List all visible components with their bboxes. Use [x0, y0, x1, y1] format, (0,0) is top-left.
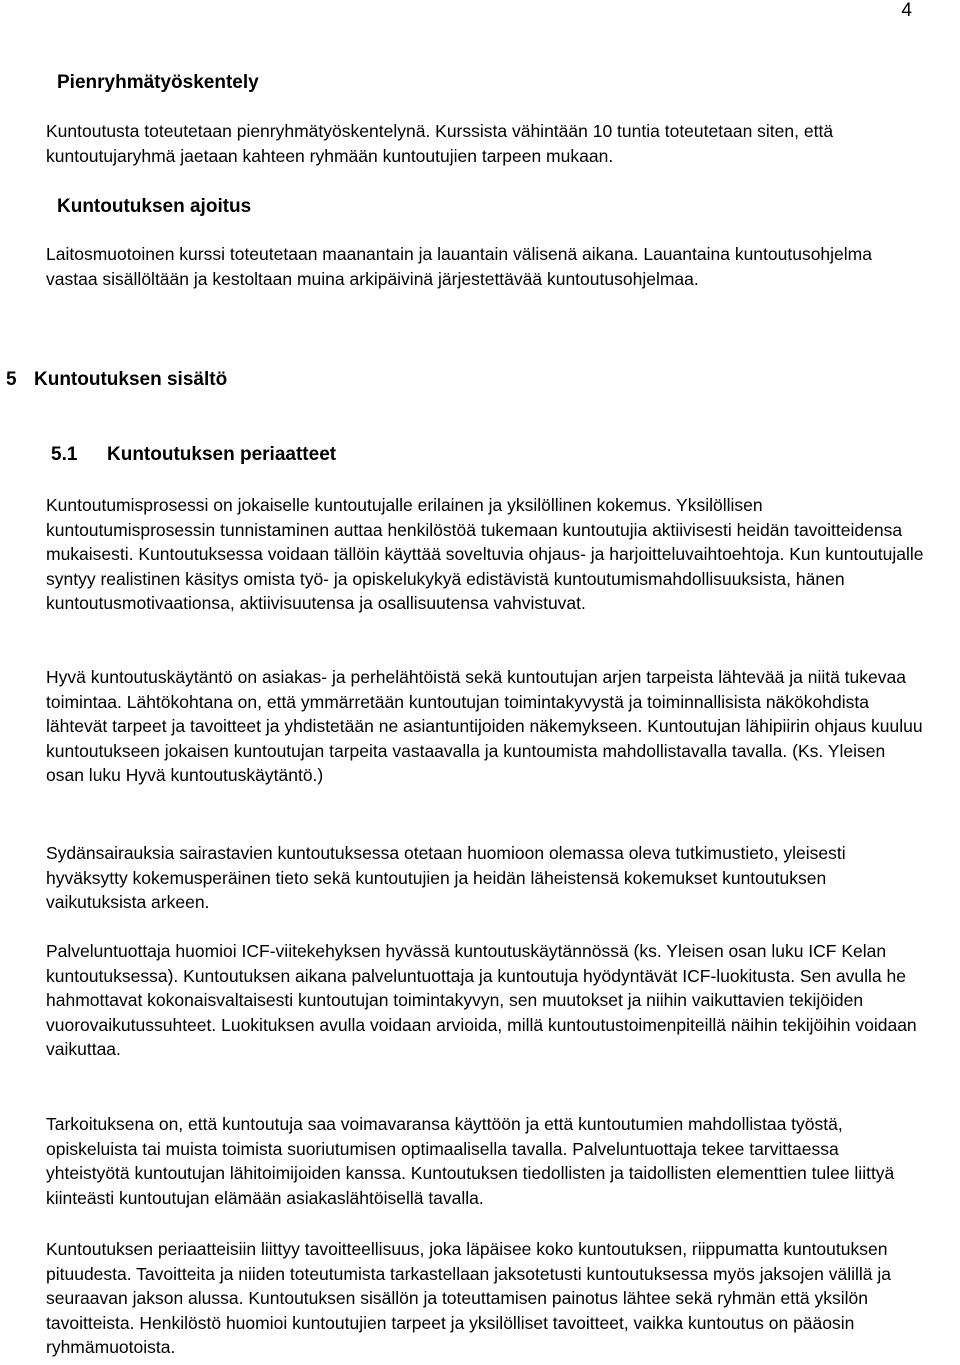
paragraph-text: Kuntoutusta toteutetaan pienryhmätyöskentelynä. Kurssista vähintään 10 tuntia toteutetaan siten, että kuntoutujaryhmä jaetaan kahteen ryhmään kuntoutujien tarpeen mukaan. [46, 121, 834, 166]
paragraph-2 [46, 665, 926, 788]
heading-pienryhmatyoskentely: Pienryhmätyöskentely [57, 72, 259, 93]
paragraph-5 [46, 1112, 926, 1210]
paragraph-1 [46, 493, 926, 616]
paragraph-ajoitus [46, 242, 926, 291]
paragraph-text: Hyvä kuntoutuskäytäntö on asiakas- ja perhelähtöistä sekä kuntoutujan arjen tarpeista lähtevää ja niitä tukevaa toimintaa. Lähtökohtana on, että ymmärretään kuntoutujan toimintakyvystä ja toiminnallisista näkökohdista lähtevät tarpeet ja tavoitteet ja yhdistetään ne asiantuntijoiden näkemykseen. Kuntoutujan lähipiirin ohjaus kuuluu kuntoutukseen jokaisen kuntoutujan tarpeita vastaavalla ja kuntoumista mahdollistavalla tavalla. (Ks. Yleisen osan luku Hyvä kuntoutuskäytäntö.) [46, 667, 923, 786]
heading-kuntoutuksen-ajoitus: Kuntoutuksen ajoitus [57, 196, 252, 217]
paragraph-text: Kuntoutuksen periaatteisiin liittyy tavoitteellisuus, joka läpäisee koko kuntoutuksen, riippumatta kuntoutuksen pituudesta. Tavoitteita ja niiden toteutumista tarkastellaan jaksotetusti kuntoutuksessa myös jaksojen välillä ja seuraavan jakson alussa. Kuntoutuksen sisällön ja toteuttamisen painotus lähtee sekä ryhmän että yksilön tavoitteista. Henkilöstö huomioi kuntoutujien tarpeet ja yksilölliset tavoitteet, vaikka kuntoutus on pääosin ryhmämuotoista. [46, 1239, 892, 1358]
paragraph-6 [46, 1237, 926, 1360]
section-number: 5 [6, 369, 17, 390]
page-number: 4 [901, 0, 912, 21]
section-title: Kuntoutuksen sisältö [34, 369, 228, 390]
paragraph-text: Laitosmuotoinen kurssi toteutetaan maanantain ja lauantain välisenä aikana. Lauantaina kuntoutusohjelma vastaa sisällöltään ja kestoltaan muina arkipäivinä järjestettävää kuntoutusohjelmaa. [46, 244, 872, 289]
paragraph-4 [46, 939, 926, 1062]
section-heading-kuntoutuksen-sisalto [6, 369, 886, 391]
subsection-number: 5.1 [51, 444, 78, 465]
paragraph-text: Palveluntuottaja huomioi ICF-viitekehyksen hyvässä kuntoutuskäytännössä (ks. Yleisen osan luku ICF Kelan kuntoutuksessa). Kuntoutuksen aikana palveluntuottaja ja kuntoutuja hyödyntävät ICF-luokitusta. Sen avulla he hahmottavat kokonaisvaltaisesti kuntoutujan toimintakyvyn, sen muutokset ja niihin vaikuttavien tekijöiden vuorovaikutussuhteet. Luokituksen avulla voidaan arvioida, millä kuntoutustoimenpiteillä näihin tekijöihin voidaan vaikuttaa. [46, 941, 917, 1060]
paragraph-text: Kuntoutumisprosessi on jokaiselle kuntoutujalle erilainen ja yksilöllinen kokemus. Yksilöllisen kuntoutumisprosessin tunnistaminen auttaa henkilöstöä tukemaan kuntoutujia aktiivisesti heidän tavoitteidensa mukaisesti. Kuntoutuksessa voidaan tällöin käyttää soveltuvia ohjaus- ja harjoitteluvaihtoehtoja. Kun kuntoutujalle syntyy realistinen käsitys omista työ- ja opiskelukykyä edistävistä kuntoutumismahdollisuuksista, hänen kuntoutusmotivaationsa, aktiivisuutensa ja osallisuutensa vahvistuvat. [46, 495, 924, 614]
paragraph-text: Tarkoituksena on, että kuntoutuja saa voimavaransa käyttöön ja että kuntoutumien mahdollistaa työstä, opiskeluista tai muista toimista suoriutumisen optimaalisella tavalla. Palveluntuottaja tekee tarvittaessa yhteistyötä kuntoutujan lähitoimijoiden kanssa. Kuntoutuksen tiedollisten ja taidollisten elementtien tulee liittyä kiinteästi kuntoutujan elämään asiakaslähtöisellä tavalla. [46, 1114, 895, 1208]
subsection-heading-kuntoutuksen-periaatteet [51, 444, 931, 466]
paragraph-text: Sydänsairauksia sairastavien kuntoutuksessa otetaan huomioon olemassa oleva tutkimustieto, yleisesti hyväksytty kokemusperäinen tieto sekä kuntoutujien ja heidän läheistensä kokemukset kuntoutuksen vaikutuksista arkeen. [46, 843, 846, 913]
paragraph-3 [46, 841, 926, 915]
paragraph-pienryhma [46, 119, 926, 168]
subsection-title: Kuntoutuksen periaatteet [107, 444, 337, 465]
